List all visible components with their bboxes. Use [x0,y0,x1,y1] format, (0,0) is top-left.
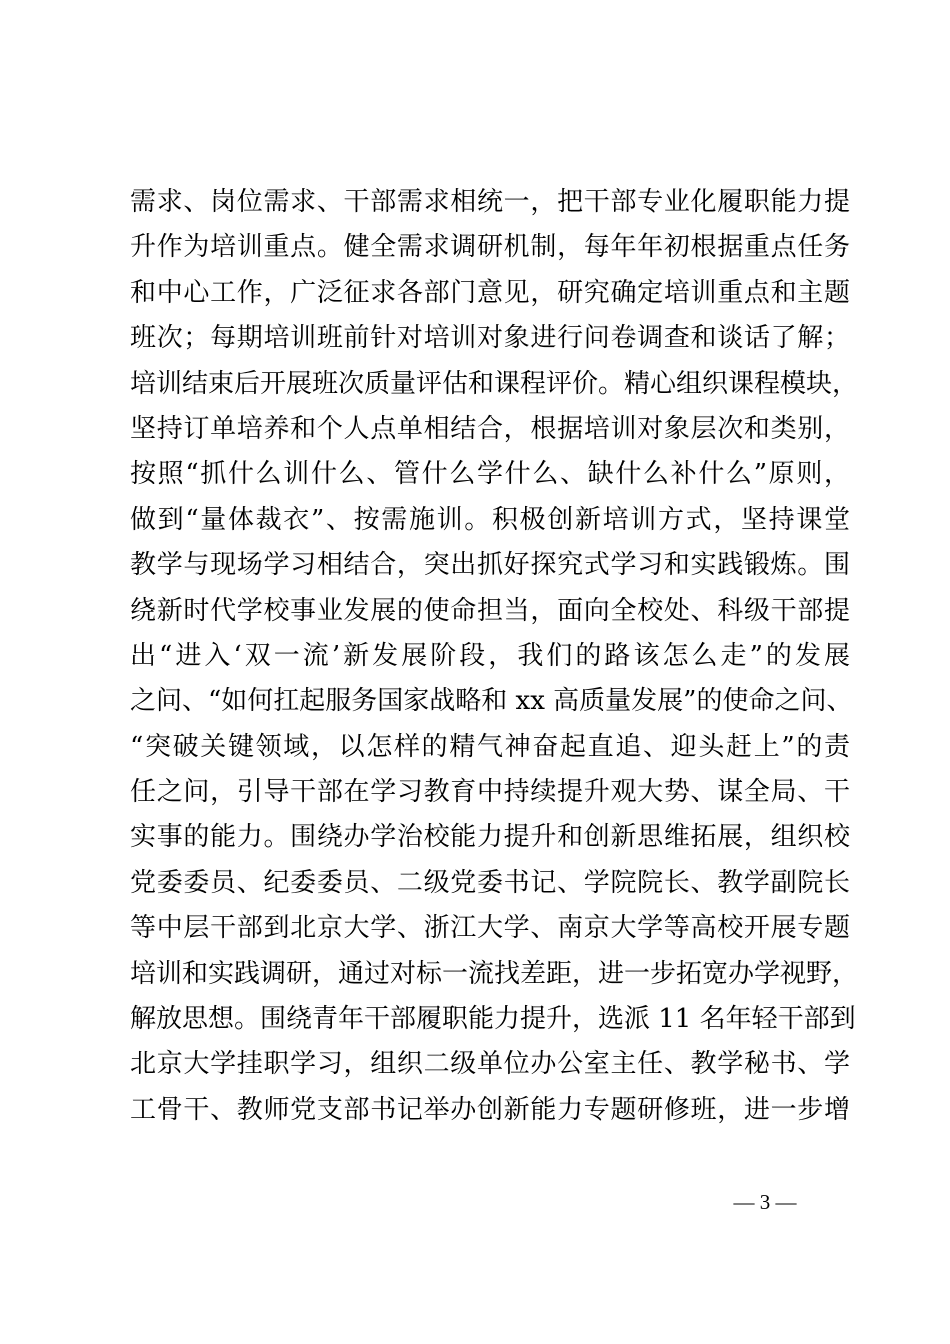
text-line: 培训和实践调研，通过对标一流找差距，进一步拓宽办学视野， [130,958,859,989]
text-line: 培训结束后开展班次质量评估和课程评价。精心组织课程模块， [130,368,859,399]
text-line: 党委委员、纪委委员、二级党委书记、学院院长、教学副院长 [130,867,850,898]
text-line: 升作为培训重点。健全需求调研机制，每年年初根据重点任务 [130,232,850,263]
text-line: 等中层干部到北京大学、浙江大学、南京大学等高校开展专题 [130,913,850,944]
text-line: “突破关键领域，以怎样的精气神奋起直追、迎头赶上”的责 [130,731,850,762]
text-line: 需求、岗位需求、干部需求相统一，把干部专业化履职能力提 [130,187,850,217]
text-line: 实事的能力。围绕办学治校能力提升和创新思维拓展，组织校 [130,822,850,853]
text-line: 任之问，引导干部在学习教育中持续提升观大势、谋全局、干 [130,777,850,808]
text-line: 工骨干、教师党支部书记举办创新能力专题研修班，进一步增 [130,1094,850,1125]
text-line: 和中心工作，广泛征求各部门意见，研究确定培训重点和主题 [130,277,850,308]
text-line: 出“进入‘双一流’新发展阶段，我们的路该怎么走”的发展 [130,640,850,671]
text-line: 北京大学挂职学习，组织二级单位办公室主任、教学秘书、学 [130,1049,850,1080]
body-text [130,180,859,1133]
text-line: 教学与现场学习相结合，突出抓好探究式学习和实践锻炼。围 [130,550,850,581]
text-line: 班次；每期培训班前针对培训对象进行问卷调查和谈话了解； [130,323,850,354]
text-line: 按照“抓什么训什么、管什么学什么、缺什么补什么”原则， [130,459,850,490]
text-line: 之问、“如何扛起服务国家战略和 xx 高质量发展”的使命之问、 [130,686,853,717]
text-line: 解放思想。围绕青年干部履职能力提升，选派 11 名年轻干部到 [130,1004,856,1035]
text-line: 坚持订单培养和个人点单相结合，根据培训对象层次和类别， [130,413,850,444]
text-line: 做到“量体裁衣”、按需施训。积极创新培训方式，坚持课堂 [130,504,850,535]
page-number: — 3 — [733,1190,797,1214]
text-line: 绕新时代学校事业发展的使命担当，面向全校处、科级干部提 [130,595,850,626]
